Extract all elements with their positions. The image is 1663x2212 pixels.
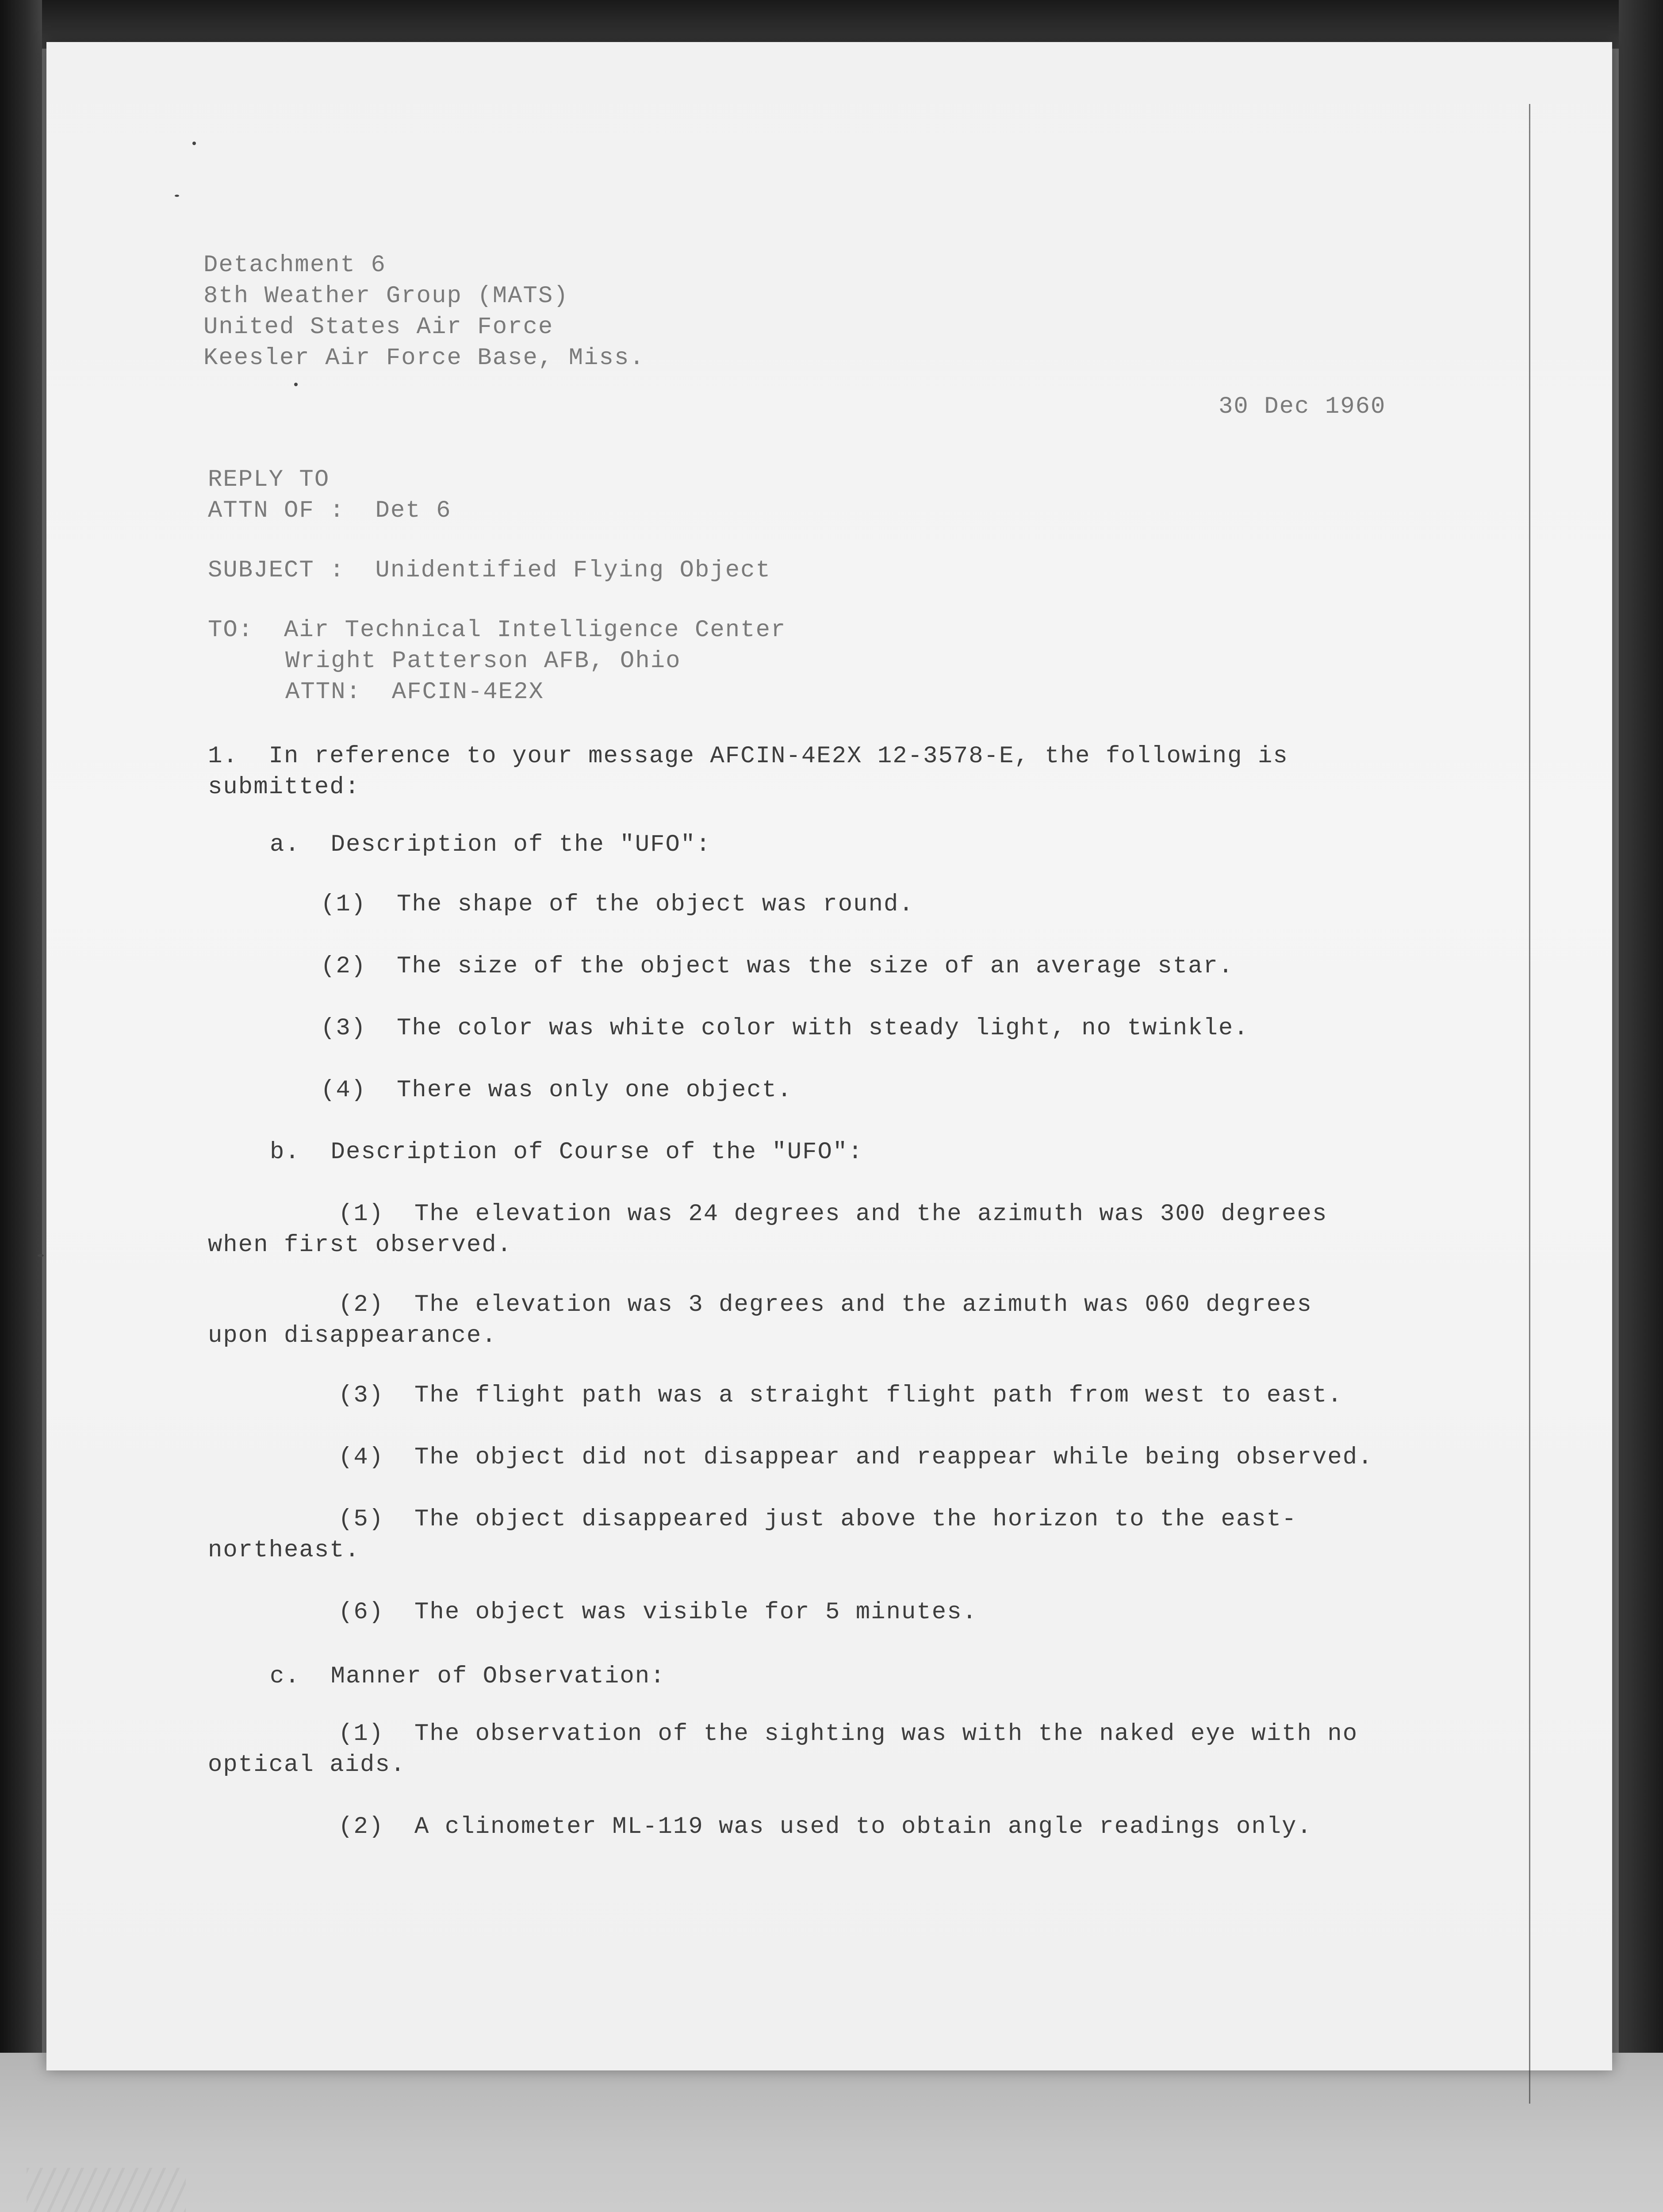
section-c-heading: c. Manner of Observation: [270, 1663, 666, 1690]
paper-speck [294, 383, 298, 386]
section-b-item-3: (3) The flight path was a straight flight path from west to east. [338, 1382, 1343, 1409]
unit-line-2: 8th Weather Group (MATS) [203, 283, 569, 310]
scan-border-right [1619, 0, 1663, 2124]
section-a-item: (1) The shape of the object was round. [321, 891, 914, 918]
section-a-heading: a. Description of the "UFO": [270, 831, 711, 858]
section-c-item-1-line-2: optical aids. [208, 1751, 406, 1778]
document-page [46, 42, 1612, 2070]
section-b-item-1-line-2: when first observed. [208, 1232, 513, 1259]
para-1-line-1: 1. In reference to your message AFCIN-4E2X 12-3578-E, the following is [208, 743, 1288, 770]
paper-speck [38, 1254, 44, 1257]
to-line-3: ATTN: AFCIN-4E2X [285, 679, 544, 706]
film-smudge [27, 2168, 186, 2212]
subject-line: SUBJECT : Unidentified Flying Object [208, 557, 771, 584]
section-a-item: (3) The color was white color with steady light, no twinkle. [321, 1015, 1249, 1042]
scan-border-left [0, 0, 42, 2079]
section-c-item-2: (2) A clinometer ML-119 was used to obtain angle readings only. [338, 1813, 1312, 1840]
paper-speck [175, 195, 179, 197]
unit-line-4: Keesler Air Force Base, Miss. [203, 345, 645, 372]
para-1-line-2: submitted: [208, 774, 360, 801]
paper-speck [192, 142, 196, 145]
section-b-item-5-line-1: (5) The object disappeared just above the horizon to the east- [338, 1506, 1297, 1533]
reply-to-label: REPLY TO [208, 466, 330, 493]
to-line-2: Wright Patterson AFB, Ohio [285, 648, 681, 675]
section-b-item-4: (4) The object did not disappear and reappear while being observed. [338, 1444, 1373, 1471]
attn-of-line: ATTN OF : Det 6 [208, 497, 452, 524]
unit-line-3: United States Air Force [203, 314, 554, 341]
section-b-item-5-line-2: northeast. [208, 1537, 360, 1564]
document-date: 30 Dec 1960 [1219, 393, 1386, 420]
scan-border-top [0, 0, 1663, 49]
scan-border-bottom [0, 2053, 1663, 2212]
section-a-item: (4) There was only one object. [321, 1077, 793, 1104]
page-edge-line [1529, 104, 1530, 2104]
section-b-heading: b. Description of Course of the "UFO": [270, 1139, 863, 1166]
section-b-item-1-line-1: (1) The elevation was 24 degrees and the azimuth was 300 degrees [338, 1201, 1328, 1228]
unit-line-1: Detachment 6 [203, 252, 386, 279]
section-b-item-6: (6) The object was visible for 5 minutes. [338, 1599, 978, 1626]
section-c-item-1-line-1: (1) The observation of the sighting was with the naked eye with no [338, 1720, 1358, 1747]
section-b-item-2-line-1: (2) The elevation was 3 degrees and the azimuth was 060 degrees [338, 1291, 1312, 1318]
section-b-item-2-line-2: upon disappearance. [208, 1322, 497, 1349]
section-a-item: (2) The size of the object was the size of an average star. [321, 953, 1234, 980]
to-line-1: TO: Air Technical Intelligence Center [208, 617, 786, 644]
